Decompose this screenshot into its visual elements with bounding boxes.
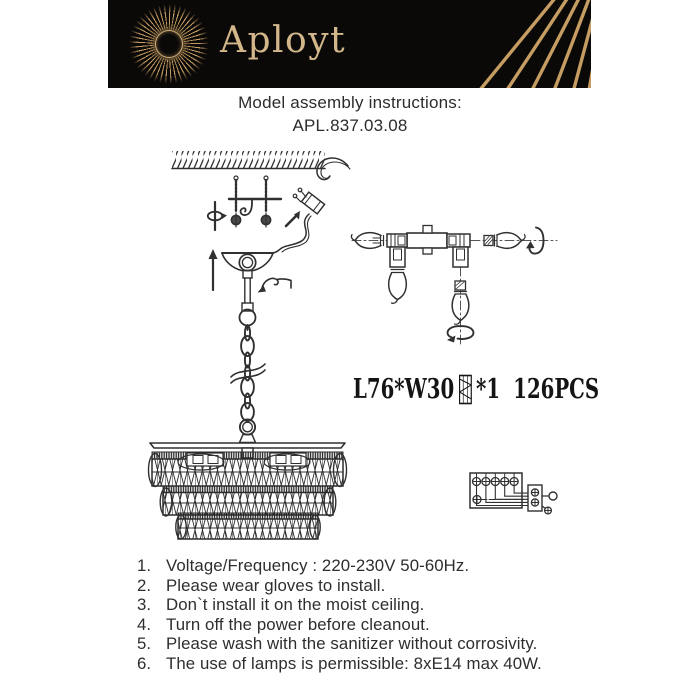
item-text: Turn off the power before cleanout. — [166, 614, 430, 634]
rotate-screw-icon — [208, 202, 227, 230]
item-text: The use of lamps is permissible: 8xE14 max 40W. — [166, 653, 542, 673]
lamp-arm-diagram — [351, 226, 557, 347]
rays-icon — [329, 0, 591, 88]
terminal-screws — [473, 473, 519, 486]
brand-banner — [108, 0, 591, 88]
spec-pieces: 126PCS — [513, 374, 600, 405]
assembly-diagram — [0, 140, 700, 560]
instruction-item — [137, 595, 542, 615]
mounting-screws — [231, 176, 270, 227]
spec-line — [353, 374, 599, 405]
candle-bulb-down-attached — [389, 270, 407, 304]
item-number: 1. — [137, 556, 152, 575]
item-number: 3. — [137, 595, 152, 615]
crystal-icon — [458, 374, 473, 405]
sunburst-icon — [128, 3, 210, 85]
item-text: Please wash with the sanitizer without corrosivity. — [166, 634, 538, 654]
instruction-item — [137, 556, 542, 576]
item-text: Please wear gloves to install. — [166, 575, 386, 595]
ceiling-hatch — [172, 151, 325, 169]
terminal-wiring-diagram — [470, 473, 557, 514]
brand-name: Aployt — [220, 20, 347, 61]
item-number: 4. — [137, 614, 152, 634]
spec-count: *1 — [476, 374, 501, 405]
instruction-item — [137, 634, 542, 654]
canopy — [222, 253, 273, 326]
hook-annotation-arrow — [258, 278, 292, 292]
instruction-item — [137, 654, 542, 674]
model-number: APL.837.03.08 — [292, 116, 408, 135]
instruction-item — [137, 615, 542, 635]
title-block — [0, 93, 700, 136]
up-arrow-icon — [209, 249, 218, 290]
item-number: 6. — [137, 653, 152, 673]
crystal-chandelier — [149, 443, 347, 539]
item-text: Voltage/Frequency : 220-230V 50-60Hz. — [166, 556, 470, 575]
item-number: 5. — [137, 634, 152, 654]
spec-size: L76*W30 — [353, 374, 455, 405]
page-title: Model assembly instructions: — [238, 93, 462, 112]
instruction-item — [137, 576, 542, 596]
item-text: Don`t install it on the moist ceiling. — [166, 595, 425, 615]
hanging-chain — [231, 325, 265, 443]
power-wire — [272, 158, 350, 253]
instruction-list — [137, 556, 542, 674]
item-number: 2. — [137, 575, 152, 595]
